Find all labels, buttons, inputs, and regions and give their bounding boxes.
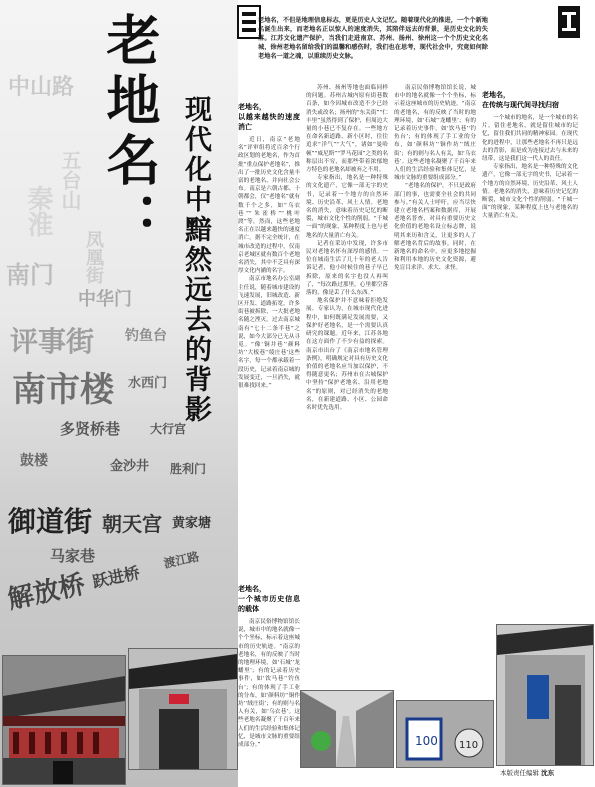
paragraph: 记者在采访中发现，许多市民对老地名怀有深厚的感情。一位在城南生活了几十年的老人告诉记者，他小时候住的巷子早已拆除，原来的名字也没人再叫了，“每次路过那里，心里都空落落的，像是丢了什么东西。”: [306, 240, 388, 297]
photo-old-gate: [128, 648, 238, 770]
street-name: 南门: [6, 260, 54, 289]
sign-number: 110: [459, 740, 479, 751]
street-name: 大行宫: [150, 422, 187, 436]
paragraph: 地名保护并不意味着拒绝发展。专家认为，在城市现代化进程中，如何既满足发展需要，又保护好老地名，是一个需要认真研究的课题。近年来，江苏各地在这方面作了不少有益的探索。南京市出台了《南京市地名管理条例》，明确规定对具有历史文化价值的老地名应当加以保护，不得随意更名；苏州市在古城保护中坚持“保护老地名、沿用老地名”的原则，对已经消失的老地名，在新建道路、小区、公园命名时优先选用。: [306, 298, 388, 411]
street-name: 渡江路: [162, 549, 201, 571]
street-name: 御道街: [8, 505, 93, 538]
street-name: 中华门: [78, 289, 132, 310]
paragraph: 南京市地名办公室副主任说，随着城市建设的飞速发展，旧城改造、新区开发、道路拓宽，许多街巷被拆除，一大批老地名随之湮灭。过去南京城南有“七十二条半巷”之说，如今大部分已无从寻觅。“像‘铜井巷’‘颜料坊’‘大板巷’‘绫庄巷’这些名字，每一个都承载着一段历史，记录着南京城的发展变迁，一旦消失，就很难找回来。”: [238, 276, 300, 390]
street-name: 五台山: [58, 150, 82, 210]
paragraph: 南京民俗博物馆馆长说，城市中的地名就像一个个坐标，标示着这座城市的历史轨迹。“南京的老地名，有的反映了当时的地理环境，如‘石城’‘龙蟠里’；有的记录着历史事件，如‘饮马巷’‘钓鱼台’；有的体现了手工业的分布，如‘颜料坊’‘铜作坊’‘绒庄街’；有的则与名人有关，如‘乌衣巷’。这些老地名凝聚了千百年来人们的生活经验和集体记忆，是城市文脉的重要组成部分。”: [394, 85, 476, 182]
paragraph: 南京民俗博物馆馆长说，城市中的地名就像一个个坐标，标示着这座城市的历史轨迹。“南京的老地名，有的反映了当时的地理环境，如‘石城’‘龙蟠里’；有的记录着历史事件，如‘饮马巷’‘钓鱼台’；有的体现了手工业的分布，如‘颜料坊’‘铜作坊’‘绒庄街’；有的则与名人有关，如‘乌衣巷’。这些老地名凝聚了千百年来人们的生活经验和集体记忆，是城市文脉的重要组成部分。”: [238, 619, 300, 749]
article-column-2: [306, 84, 388, 760]
street-name: 解放桥: [5, 569, 88, 616]
editor-name: 沈东: [541, 769, 555, 777]
paragraph: 近日，南京“老地名”评审组将近百余个行政区划的老地名，作为首批“重点保护老地名”，推出了一批历史文化含量丰富的老地名，并向社会公布。南京是六朝古都、十朝都会，仅“老地名”就有数千个之多，如“乌衣巷”“朱雀桥”“桃叶渡”等，然而，这些老地名正在以越来越快的速度消亡。据不完全统计，在城市改造的过程中，仅南京老城区就有数百个老地名消失，其中不乏具有深厚文化内涵的名字。: [238, 137, 300, 275]
paragraph: 苏州、扬州等地也面临同样的问题。苏州古城内原有街巷数百条，如今因城市改造不少已经消失或改名；扬州的“东关街”“仁丰里”虽然得到了保护，但周边大量的小巷已不复存在。一些地方在命名新道路、新小区时，往往追求“洋气”“大气”，诸如“曼哈顿”“威尼斯”“罗马花园”之类的名称层出不穷，而那些带着浓郁地方特色的老地名却被弃之不用。: [306, 85, 388, 174]
intro-paragraph: 老地名，不但是地理信息标志，更是历史人文记忆。随着现代化的推进，一个个新地名诞生出来，而老地名正以惊人的速度消失，其陪伴远去的背景，是历史文化的失落。江苏文化遗产保护，当我们走进南京、苏州、扬州、徐州这一个个历史文化名城，徐州老地名留给我们的温馨和感伤时，我们也在思考，现代社会中，究竟如何除老地名一道之魂，以重续历史文脉。: [258, 17, 488, 60]
article-column-3: [394, 84, 476, 704]
street-name: 中山路: [8, 74, 75, 100]
street-name: 水西门: [128, 376, 168, 391]
street-name: 评事街: [10, 325, 95, 358]
street-name: 秦淮: [23, 185, 53, 237]
street-name: 胜利门: [170, 462, 207, 476]
page-editor: [500, 768, 554, 777]
photo-alley: [300, 690, 394, 768]
section-heading: 老地名， 以越来越快的速度消亡: [238, 103, 300, 131]
seal-emblem-right: [556, 4, 582, 40]
sign-number: 100: [415, 734, 438, 748]
section-heading: 老地名， 在传统与现代间寻找归宿: [482, 91, 559, 109]
photo-old-street-balcony: [2, 655, 126, 785]
street-name: 南市楼: [12, 370, 114, 410]
page-title: 老地名：: [98, 12, 162, 252]
street-name: 黄家塘: [172, 516, 212, 531]
photo-lane-plaque: [496, 624, 594, 766]
article-column-1b: [238, 578, 300, 758]
editor-label: 本版责任编辑: [500, 769, 539, 777]
section-heading: 老地名， 一个城市历史信息的载体: [238, 585, 300, 613]
street-name: 跃进桥: [90, 562, 142, 592]
paragraph: “老地名的保护，不只是政府部门的事，也需要全社会的共同参与。”有关人士呼吁，应当尽快建立老地名档案和数据库，开展老地名普查，对具有重要历史文化价值的老地名设立标志牌，说明其来历和含义，让更多的人了解老地名背后的故事。同时，在新地名的命名中，应更多地挖掘和利用本地的历史文化资源，避免盲目求洋、求大、求怪。: [394, 183, 476, 272]
street-name: 钓鱼台: [125, 328, 167, 344]
street-name: 多贤桥巷: [60, 420, 121, 438]
page-subtitle: 现代化中黯然远去的背影: [180, 95, 211, 425]
article-column-1: [238, 96, 300, 566]
street-name: 金沙井: [110, 459, 150, 474]
street-name: 鼓楼: [20, 453, 48, 469]
paragraph: 专家指出，地名是一种特殊的文化遗产，它像一部无字的史书，记录着一个地方的自然环境、历史沿革、风土人情。老地名的消失，意味着历史记忆的断裂，城市文化个性的削弱。“千城一面”的现象，某种程度上也与老地名的大量消亡有关。: [306, 175, 388, 239]
street-name: 朝天宫: [102, 512, 162, 536]
street-name: 马家巷: [50, 547, 96, 565]
street-name: 凤凰街: [83, 230, 104, 284]
photo-street-sign: [396, 700, 494, 768]
paragraph: 一个城市的地名，是一个城市的名片。留住老地名，就是留住城市的记忆，留住我们共同的精神家园。在现代化的进程中，让那些老地名不再只是远去的背影，而是成为连接过去与未来的纽带，这是我们这一代人的责任。: [482, 115, 578, 163]
paragraph: 专家指出，地名是一种特殊的文化遗产，它像一部无字的史书，记录着一个地方的自然环境、历史沿革、风土人情。老地名的消失，意味着历史记忆的断裂，城市文化个性的削弱。“千城一面”的现象，某种程度上也与老地名的大量消亡有关。: [482, 164, 578, 220]
